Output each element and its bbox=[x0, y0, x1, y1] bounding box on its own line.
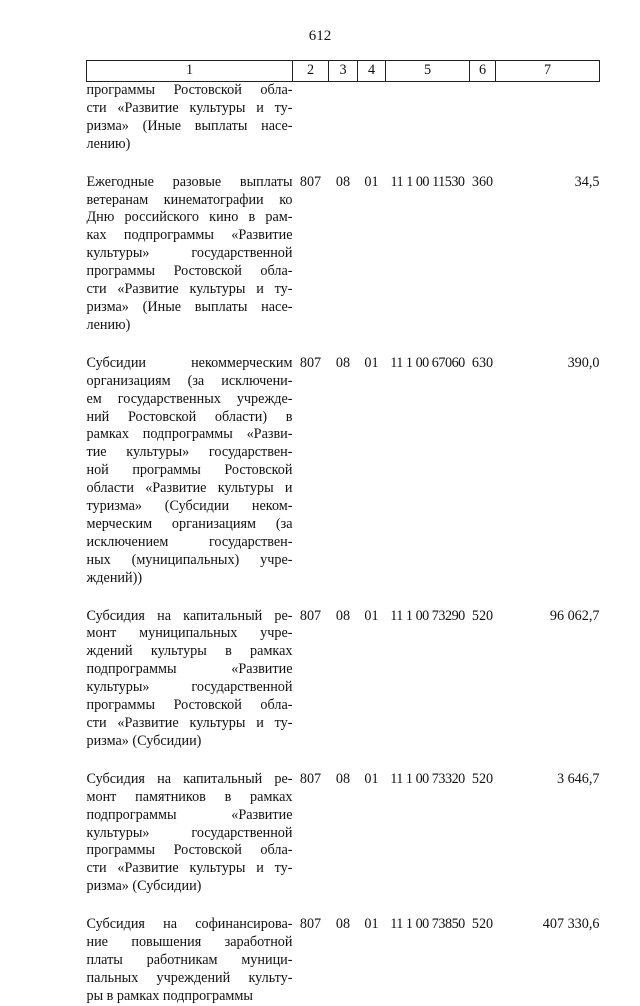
amount bbox=[496, 82, 600, 174]
description-line: Субсидии некоммерческим bbox=[86, 354, 293, 371]
description-line: ние повышения заработной bbox=[86, 934, 293, 951]
description-line: подпрограммы «Развитие bbox=[86, 806, 293, 823]
description-line: исключением государствен- bbox=[86, 533, 293, 550]
description-line: программы Ростовской обла- bbox=[86, 697, 293, 714]
description-line: туризма» (Субсидии неком- bbox=[86, 498, 293, 515]
description-line: подпрограммы «Развитие bbox=[86, 661, 293, 678]
amount: 34,5 bbox=[574, 173, 600, 190]
column-header: 6 bbox=[470, 61, 496, 82]
description-line: культуры» государственной bbox=[86, 679, 293, 696]
description-line: сти «Развитие культуры и ту- bbox=[86, 281, 293, 298]
description-line: ризма» (Иные выплаты насе- bbox=[86, 117, 293, 134]
description-line: тие культуры» государствен- bbox=[86, 444, 293, 461]
description-line: сти «Развитие культуры и ту- bbox=[86, 715, 293, 731]
section-code: 08 bbox=[335, 770, 351, 787]
table-row bbox=[87, 916, 600, 1006]
subsection-code: 01 bbox=[364, 770, 379, 787]
description-line: ждений)) bbox=[86, 569, 143, 586]
target-article-code: 11 1 00 67060 bbox=[390, 354, 465, 371]
description-line: программы Ростовской обла- bbox=[86, 842, 293, 859]
description-line: ры в рамках подпрограммы bbox=[86, 987, 253, 1004]
section-code bbox=[329, 82, 358, 174]
subsection-code: 01 bbox=[364, 607, 379, 624]
ministry-code: 807 bbox=[299, 173, 322, 190]
budget-table bbox=[86, 60, 600, 1006]
subsection-code: 01 bbox=[364, 173, 379, 190]
description-line: ний Ростовской области) в bbox=[86, 408, 293, 425]
table-row bbox=[87, 771, 600, 916]
description-line: сти «Развитие культуры и ту- bbox=[86, 860, 293, 877]
row-description bbox=[87, 916, 293, 1006]
section-code: 08 bbox=[335, 607, 351, 624]
section-code: 08 bbox=[335, 916, 351, 933]
column-header: 7 bbox=[496, 61, 600, 82]
table-row bbox=[87, 355, 600, 608]
expense-type-code: 360 bbox=[471, 173, 494, 190]
expense-type-code: 520 bbox=[471, 607, 494, 624]
column-header: 2 bbox=[293, 61, 329, 82]
amount: 407 330,6 bbox=[542, 916, 600, 933]
expense-type-code: 520 bbox=[471, 916, 494, 933]
section-code: 08 bbox=[335, 173, 351, 190]
expense-type-code: 630 bbox=[471, 354, 494, 371]
description-line: пальных учреждений культу- bbox=[86, 969, 293, 986]
target-article-code: 11 1 00 73850 bbox=[390, 916, 465, 933]
description-line: ждений культуры в рамках bbox=[86, 643, 293, 660]
description-line: программы Ростовской обла- bbox=[86, 82, 293, 98]
description-line: ках подпрограммы «Развитие bbox=[86, 227, 293, 244]
table-header-row bbox=[87, 61, 600, 82]
table-row bbox=[87, 174, 600, 355]
expense-type-code: 520 bbox=[471, 770, 494, 787]
target-article-code: 11 1 00 73320 bbox=[390, 770, 465, 787]
row-description bbox=[87, 771, 293, 916]
description-line: ризма» (Субсидии) bbox=[86, 732, 202, 749]
description-line: сти «Развитие культуры и ту- bbox=[86, 99, 293, 116]
table-row bbox=[87, 82, 600, 174]
target-article-code bbox=[386, 82, 470, 174]
amount: 390,0 bbox=[567, 354, 600, 371]
column-header: 3 bbox=[329, 61, 358, 82]
description-line: монт памятников в рамках bbox=[86, 788, 293, 805]
description-line: области «Развитие культуры и bbox=[86, 480, 293, 497]
row-description bbox=[87, 608, 293, 771]
ministry-code: 807 bbox=[299, 607, 322, 624]
description-line: ризма» (Иные выплаты насе- bbox=[86, 298, 293, 315]
ministry-code: 807 bbox=[299, 770, 322, 787]
target-article-code: 11 1 00 73290 bbox=[390, 607, 465, 624]
description-line: Субсидия на софинансирова- bbox=[86, 916, 293, 933]
description-line: культуры» государственной bbox=[86, 245, 293, 262]
description-line: монт муниципальных учре- bbox=[86, 625, 293, 642]
description-line: программы Ростовской обла- bbox=[86, 263, 293, 280]
column-header: 5 bbox=[386, 61, 470, 82]
target-article-code: 11 1 00 11530 bbox=[390, 173, 465, 190]
column-header: 1 bbox=[87, 61, 293, 82]
row-description bbox=[87, 355, 293, 608]
description-line: лению) bbox=[86, 316, 131, 333]
column-header: 4 bbox=[358, 61, 386, 82]
ministry-code: 807 bbox=[299, 916, 322, 933]
ministry-code bbox=[293, 82, 329, 174]
amount: 96 062,7 bbox=[549, 607, 600, 624]
section-code: 08 bbox=[335, 354, 351, 371]
subsection-code bbox=[358, 82, 386, 174]
description-line: ных (муниципальных) учре- bbox=[86, 551, 293, 568]
ministry-code: 807 bbox=[299, 354, 322, 371]
row-description bbox=[87, 174, 293, 355]
description-line: лению) bbox=[86, 135, 131, 152]
page-number: 612 bbox=[308, 28, 332, 44]
description-line: культуры» государственной bbox=[86, 824, 293, 841]
table-row bbox=[87, 608, 600, 771]
description-line: ветеранам кинематографии ко bbox=[86, 191, 293, 208]
description-line: организациям (за исключени- bbox=[86, 372, 293, 389]
description-line: ризма» (Субсидии) bbox=[86, 878, 202, 895]
description-line: мерческим организациям (за bbox=[86, 515, 293, 532]
description-line: платы работникам муници- bbox=[86, 951, 293, 968]
description-line: Дню российского кино в рам- bbox=[86, 209, 293, 226]
subsection-code: 01 bbox=[364, 916, 379, 933]
description-line: ной программы Ростовской bbox=[86, 462, 293, 479]
expense-type-code bbox=[470, 82, 496, 174]
description-line: Субсидия на капитальный ре- bbox=[86, 770, 293, 787]
description-line: ем государственных учрежде- bbox=[86, 390, 293, 407]
row-description bbox=[87, 82, 293, 174]
table-body bbox=[87, 82, 600, 1006]
description-line: Ежегодные разовые выплаты bbox=[86, 173, 293, 190]
description-line: Субсидия на капитальный ре- bbox=[86, 607, 293, 624]
subsection-code: 01 bbox=[364, 354, 379, 371]
description-line: рамках подпрограммы «Разви- bbox=[86, 426, 293, 443]
amount: 3 646,7 bbox=[556, 770, 600, 787]
